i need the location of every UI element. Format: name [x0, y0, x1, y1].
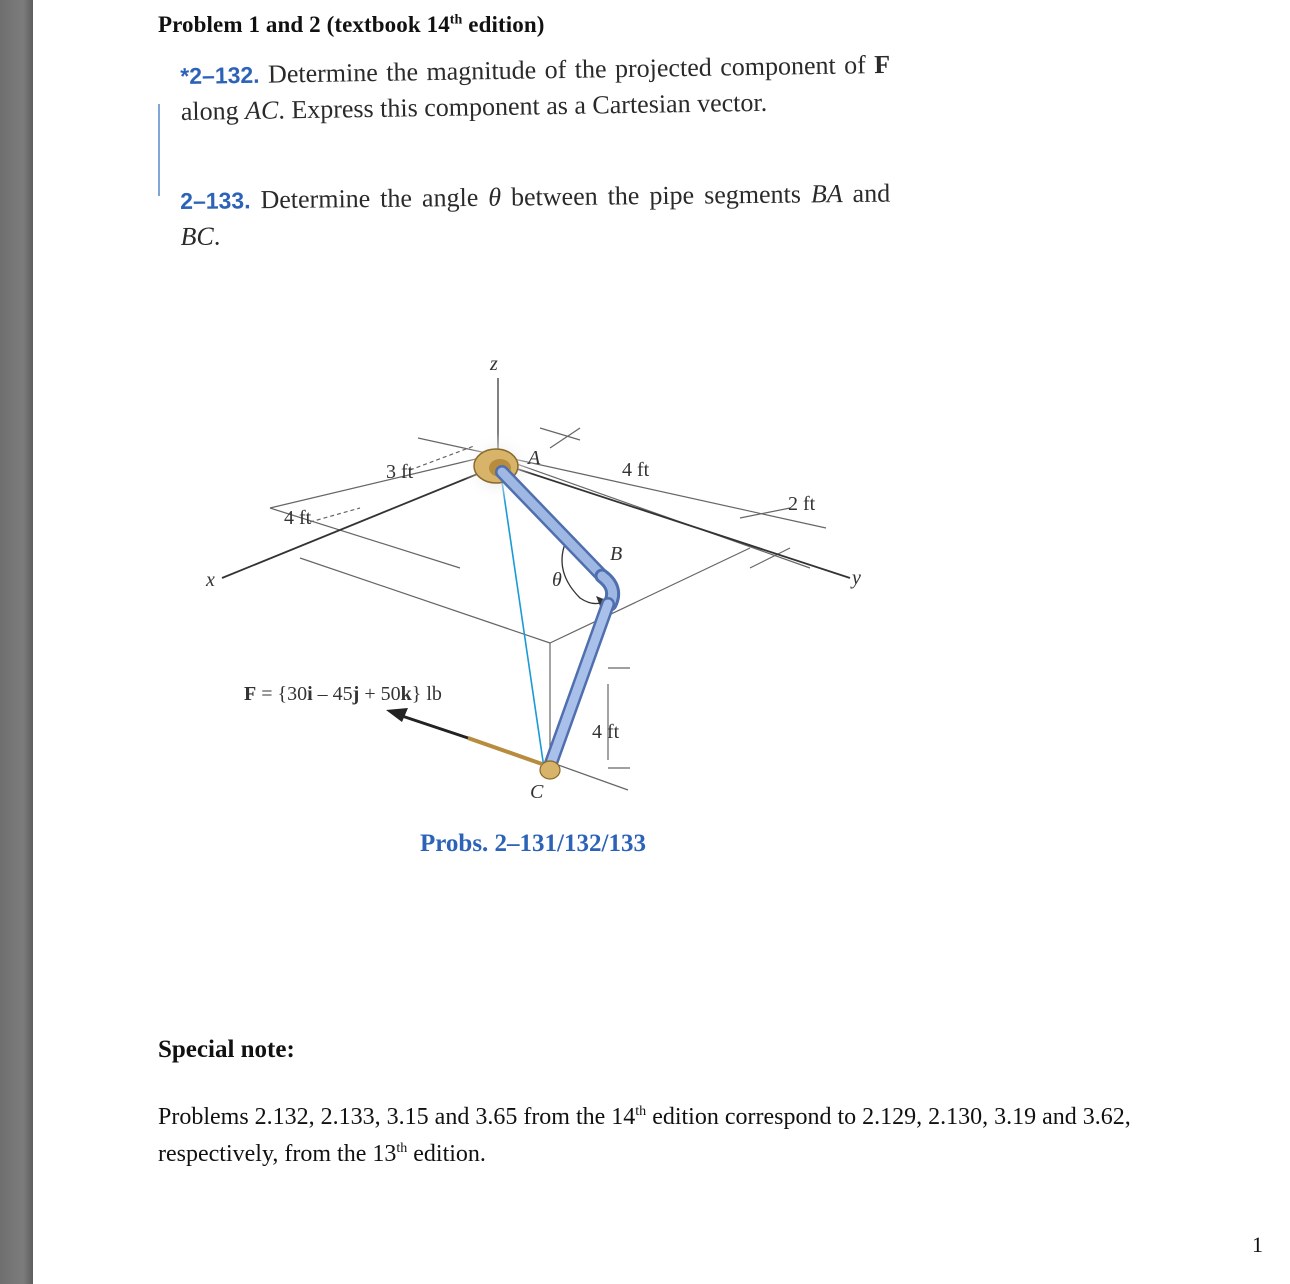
z-axis-label: z	[490, 353, 498, 375]
force-label: F = {30i – 45j + 50k} lb	[244, 683, 442, 705]
problem-2-133: 2–133. Determine the angle θ between the pipe segments BA and BC.	[180, 178, 891, 251]
dimension-4ft-left: 4 ft	[284, 507, 312, 529]
page-heading: Problem 1 and 2 (textbook 14th edition)	[158, 12, 545, 37]
problem-number: *2–132.	[180, 61, 260, 89]
pipe-segment-ab	[502, 472, 606, 580]
dimension-3ft: 3 ft	[386, 461, 414, 483]
point-b-label: B	[610, 543, 623, 565]
point-c-label: C	[530, 781, 544, 803]
dimension-4ft-vertical: 4 ft	[592, 721, 620, 743]
pipe-figure	[150, 48, 910, 828]
force-arrow	[386, 708, 468, 738]
x-axis-label: x	[206, 569, 215, 591]
problem-2-132: *2–132. Determine the magnitude of the projected component of F along AC. Express this component as a Cartesian vector.	[180, 49, 891, 126]
page-number: 1	[1252, 1232, 1263, 1257]
theta-label: θ	[552, 569, 562, 591]
y-axis-label: y	[852, 567, 861, 589]
special-note-body: Problems 2.132, 2.133, 3.15 and 3.65 from the 14th edition correspond to 2.129, 2.130, 3.19 and 3.62, respectively, from the 13th edition.	[158, 1104, 1131, 1167]
special-note-title: Special note:	[158, 1036, 295, 1063]
x-axis	[222, 464, 502, 578]
viewer-side-bar	[0, 0, 33, 1284]
rod-c	[468, 738, 542, 764]
dimension-4ft-top: 4 ft	[622, 459, 650, 481]
textbook-scan	[150, 48, 910, 878]
dimension-2ft: 2 ft	[788, 493, 816, 515]
reference-lines	[270, 428, 826, 790]
figure-caption: Probs. 2–131/132/133	[420, 830, 646, 857]
fitting-c	[540, 761, 560, 779]
problem-number: 2–133.	[180, 187, 251, 214]
point-a-label: A	[528, 447, 541, 469]
